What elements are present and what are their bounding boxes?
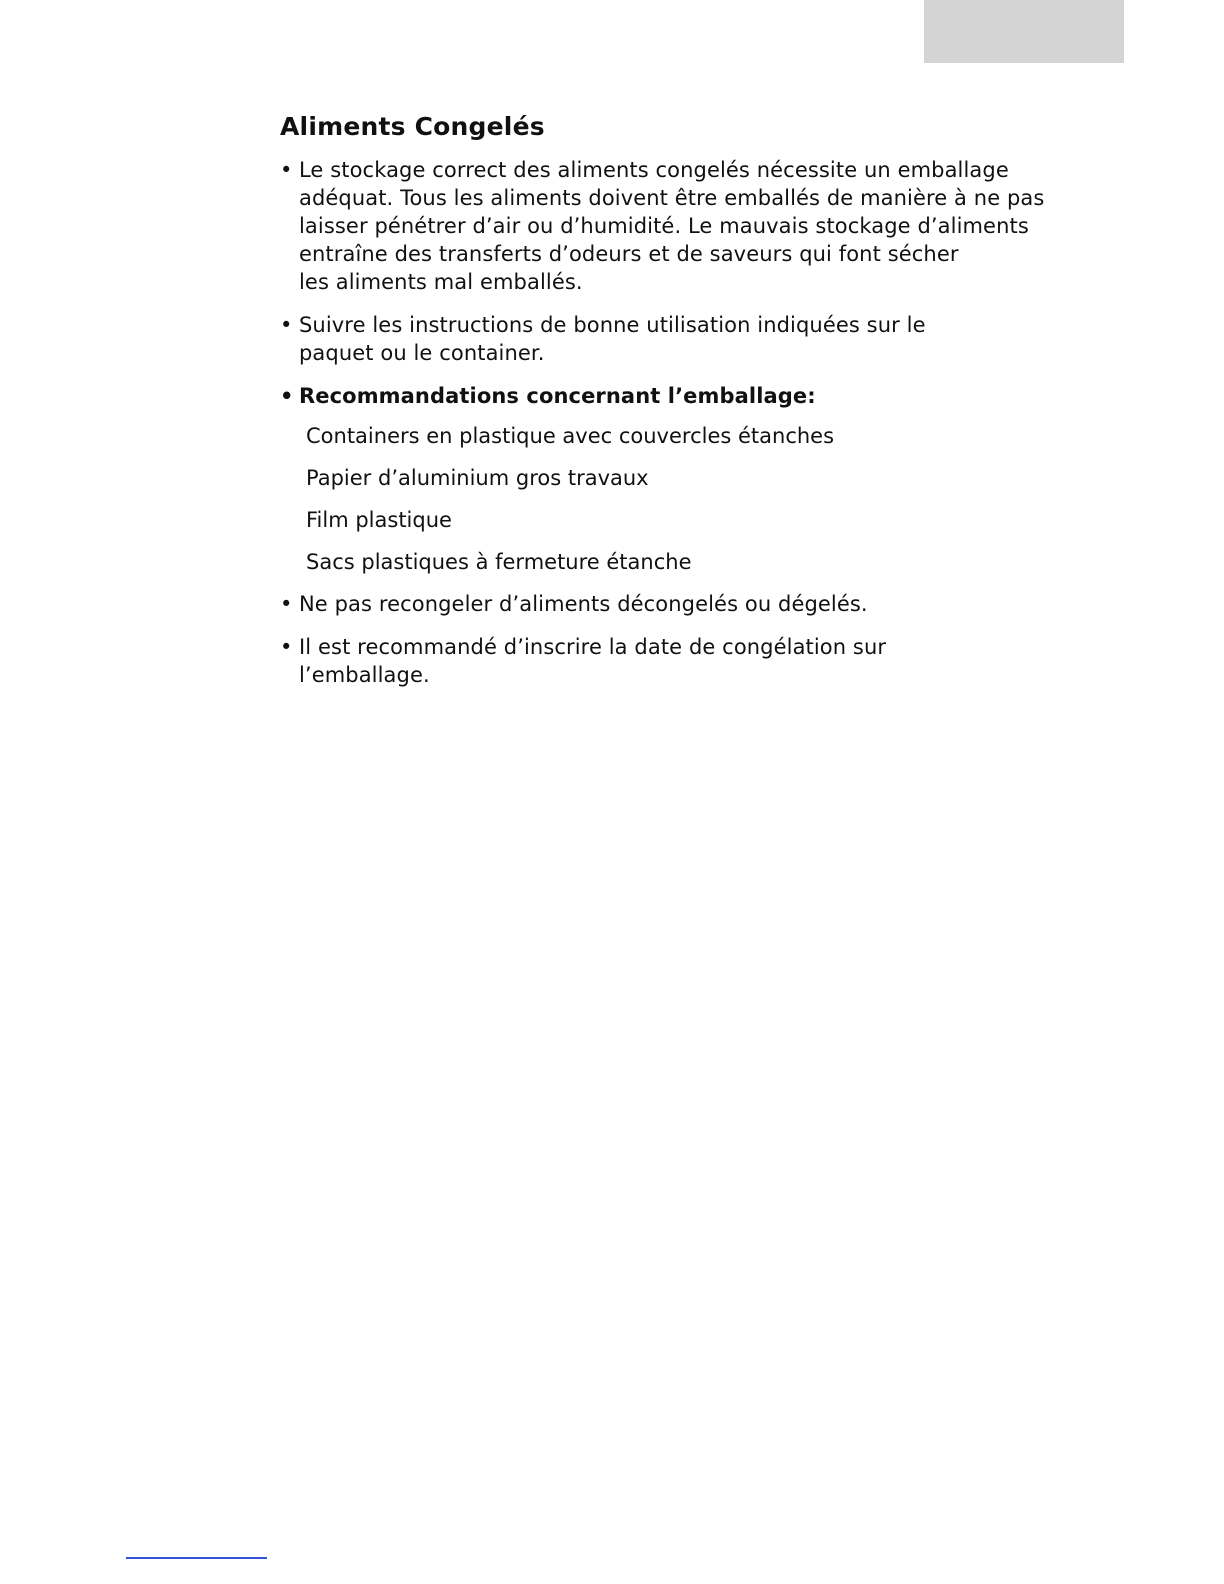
bullet-instructions	[280, 311, 980, 367]
list-item: Sacs plastiques à fermeture étanche	[306, 550, 692, 574]
bullet-line: • Le stockage correct des aliments congelés nécessite un emballage	[299, 158, 1009, 182]
list-item: Containers en plastique avec couvercles étanches	[306, 424, 835, 448]
bullet-line: paquet ou le container.	[299, 341, 545, 365]
footer-rule	[126, 1557, 267, 1559]
bullet-line: laisser pénétrer d’air ou d’humidité. Le mauvais stockage d’aliments	[299, 214, 1029, 238]
bullet-date-label: • Il est recommandé d’inscrire la date de congélation sur l’emballage.	[280, 633, 980, 689]
frozen-foods-section	[280, 108, 1045, 689]
bullet-line: entraîne des transferts d’odeurs et de saveurs qui font sécher	[299, 242, 959, 266]
bullet-line: • Suivre les instructions de bonne utilisation indiquées sur le	[299, 313, 926, 337]
list-item: Film plastique	[306, 508, 452, 532]
bullet-packaging-recommendations: • Recommandations concernant l’emballage:	[280, 382, 980, 410]
corner-tab	[924, 0, 1124, 63]
bullet-line: les aliments mal emballés.	[299, 270, 583, 294]
bullet-packaging-storage	[280, 156, 1045, 296]
bullet-no-refreeze: • Ne pas recongeler d’aliments décongelés ou dégelés.	[280, 590, 980, 618]
bullet-line: adéquat. Tous les aliments doivent être emballés de manière à ne pas	[299, 186, 1045, 210]
list-item: Papier d’aluminium gros travaux	[306, 466, 649, 490]
packaging-list	[280, 422, 980, 576]
section-title: Aliments Congelés	[280, 112, 545, 141]
